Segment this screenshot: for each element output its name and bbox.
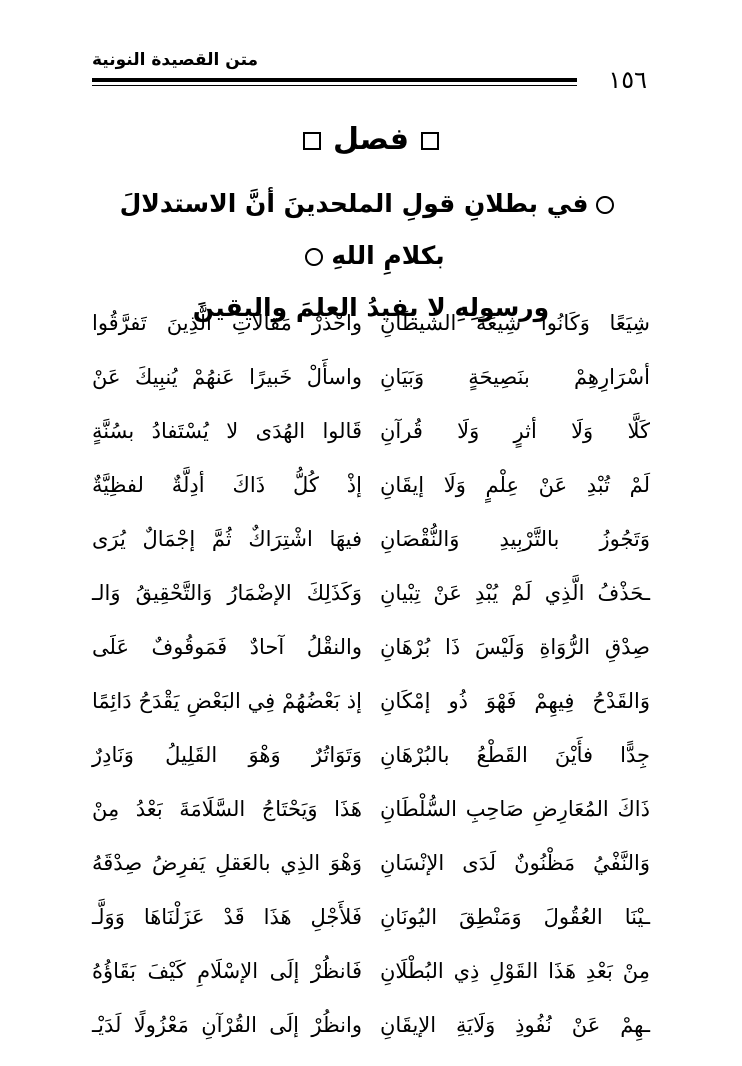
verse-line — [92, 296, 650, 350]
verse-line — [92, 458, 650, 512]
verse-line — [92, 728, 650, 782]
square-ornament-right — [421, 132, 439, 150]
verse-first-hemistich: فَانظُرْ إلَى الإسْلَامِ كَيْفَ بَقَاؤُهُ — [92, 959, 362, 983]
verse-second-hemistich: شِيَعًا وَكَانُوا شِيعَةَ الشيطَانِ — [380, 311, 650, 335]
verse-first-hemistich: والنقْلُ آحادٌ فَمَوقُوفٌ عَلَى — [92, 635, 362, 659]
page-header — [92, 44, 647, 96]
verse-second-hemistich: ـهِمْ عَنْ نُفُوذِ وَلَايَةِ الإيقَانِ — [380, 1013, 650, 1037]
verse-line — [92, 890, 650, 944]
verse-first-hemistich: وَكَذَلِكَ الإضْمَارُ وَالتَّحْقِيقُ وَالـ — [92, 581, 362, 605]
verse-line — [92, 674, 650, 728]
verse-second-hemistich: جِدًّا فأَيْنَ القَطْعُ بالبُرْهَانِ — [380, 743, 650, 767]
section-heading — [0, 122, 742, 157]
verse-second-hemistich: أسْرَارِهِمْ بنَصِيحَةٍ وَبَيَانِ — [380, 365, 650, 389]
subheading-line-1 — [92, 178, 650, 282]
verse-second-hemistich: مِنْ بَعْدِ هَذَا القَوْلِ ذِي البُطْلَانِ — [380, 959, 650, 983]
verse-first-hemistich: قَالوا الهُدَى لا يُسْتَفادُ بسُنَّةٍ — [92, 419, 362, 443]
verse-line — [92, 350, 650, 404]
verse-first-hemistich: هَذَا وَيَحْتَاجُ السَّلَامَةَ بَعْدُ مِنْ — [92, 797, 362, 821]
verse-first-hemistich: وَهْوَ الذِي بالعَقلِ يَفرِضُ صِدْقَهُ — [92, 851, 362, 875]
verse-line — [92, 782, 650, 836]
verse-first-hemistich: إذْ كُلُّ ذَاكَ أدِلَّةٌ لفظِيَّةٌ — [92, 473, 362, 497]
verse-second-hemistich: كَلَّا وَلَا أثرٍ وَلَا قُرآنِ — [380, 419, 650, 443]
verse-line — [92, 998, 650, 1052]
poem-verses — [92, 296, 650, 1052]
header-rule-thick — [92, 78, 577, 82]
verse-second-hemistich: لَمْ تُبْدِ عَنْ عِلْمٍ وَلَا إيقَانِ — [380, 473, 650, 497]
verse-second-hemistich: وَالنَّفْيُ مَظْنُونٌ لَدَى الإنْسَانِ — [380, 851, 650, 875]
verse-first-hemistich: واسأَلْ خَبيرًا عَنهُمْ يُنبِيكَ عَنْ — [92, 365, 362, 389]
verse-second-hemistich: وَالقَدْحُ فِيهِمْ فَهْوَ ذُو إمْكَانِ — [380, 689, 650, 713]
verse-second-hemistich: ـحَذْفُ الَّذِي لَمْ يُبْدِ عَنْ تِبْيانِ — [380, 581, 650, 605]
verse-line — [92, 620, 650, 674]
verse-line — [92, 404, 650, 458]
verse-line — [92, 512, 650, 566]
subheading-line-1-text: في بطلانِ قولِ الملحدينَ أنَّ الاستدلالَ بكلامِ اللهِ — [119, 189, 589, 270]
verse-line — [92, 566, 650, 620]
verse-first-hemistich: واحْذرْ مَقالاتِ الَّذِينَ تَفرَّقُوا — [92, 311, 362, 335]
verse-second-hemistich: وَتَجُوزُ بالتَّرْبِيدِ وَالنُّقْصَانِ — [380, 527, 650, 551]
verse-second-hemistich: ـيْنَا العُقُولَ وَمَنْطِقَ اليُونَانِ — [380, 905, 650, 929]
verse-first-hemistich: فَلأَجْلِ هَذَا قَدْ عَزَلْنَاهَا وَوَلَّـ — [92, 905, 362, 929]
circle-ornament-right — [596, 196, 614, 214]
verse-first-hemistich: إذ بَعْضُهُمْ فِي البَعْضِ يَقْدَحُ دَائِمًا — [92, 689, 362, 713]
book-title: متن القصيدة النونية — [92, 50, 259, 70]
subheading-line-2: ورسولِهِ لا يفيدُ العلمَ واليقينَ — [192, 293, 550, 322]
verse-first-hemistich: وانظُرْ إلَى القُرْآنِ مَعْزُولًا لَدَيْـ — [92, 1013, 362, 1037]
verse-first-hemistich: وَتَوَاتُرٌ وَهْوَ القَلِيلُ وَنَادِرٌ — [92, 743, 362, 767]
page-number: ١٥٦ — [608, 66, 647, 94]
verse-first-hemistich: فيهَا اشْتِرَاكٌ ثُمَّ إجْمَالٌ يُرَى — [92, 527, 362, 551]
verse-second-hemistich: ذَاكَ المُعَارِضِ صَاحِبِ السُّلْطَانِ — [380, 797, 650, 821]
square-ornament-left — [303, 132, 321, 150]
header-rule-thin — [92, 85, 577, 86]
verse-line — [92, 836, 650, 890]
section-heading-text: فصل — [333, 122, 409, 157]
verse-second-hemistich: صِدْقِ الرُّوَاةِ وَلَيْسَ ذَا بُرْهَانِ — [380, 635, 650, 659]
circle-ornament-left — [305, 248, 323, 266]
verse-line — [92, 944, 650, 998]
